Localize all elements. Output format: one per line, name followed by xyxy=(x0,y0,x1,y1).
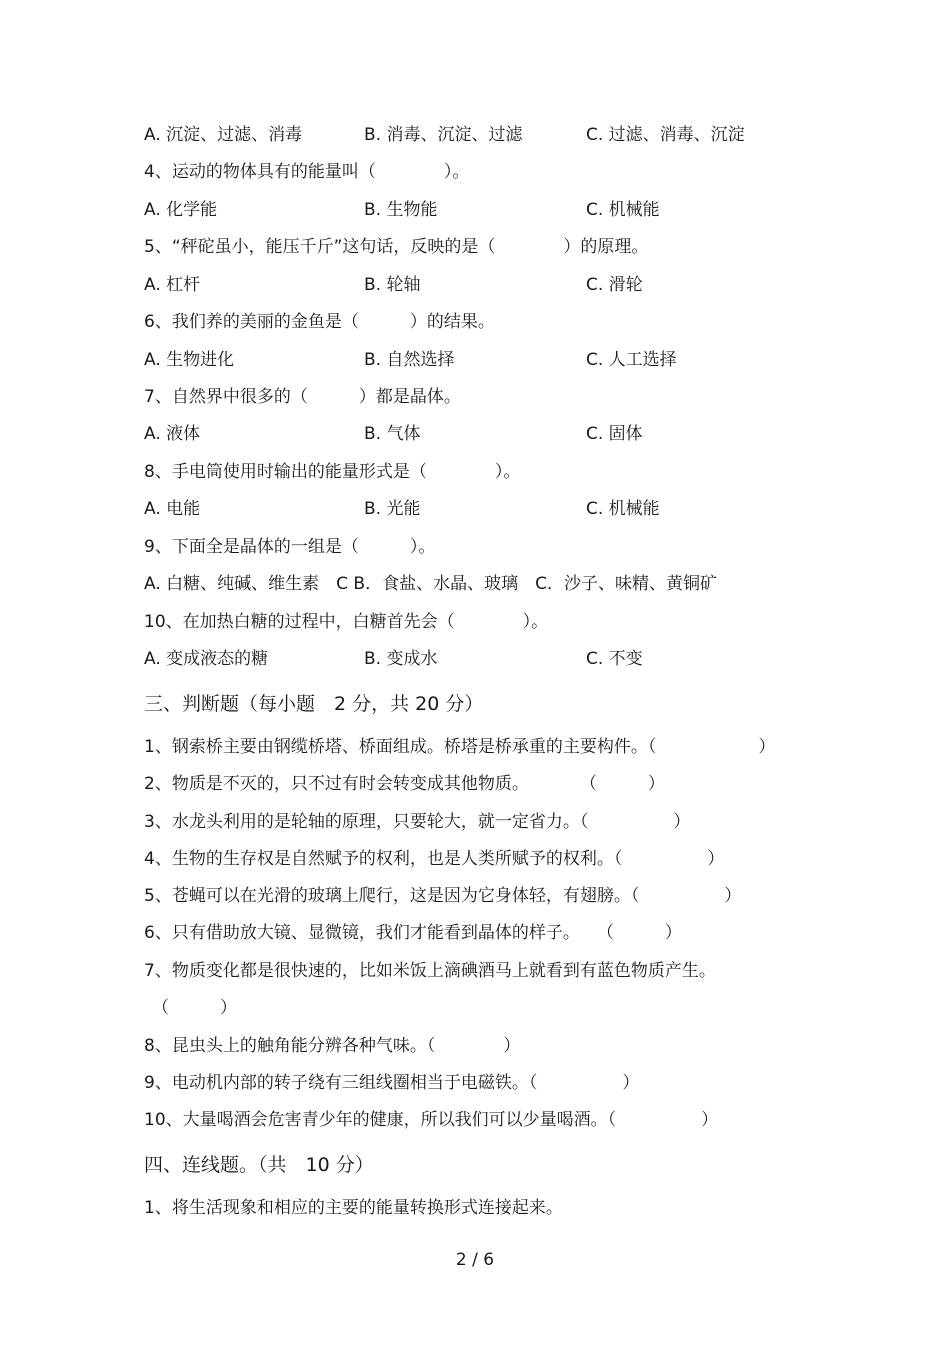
q6-text: 6、我们养的美丽的金鱼是（ ）的结果。 xyxy=(144,312,495,332)
q6-option-a: A. 生物进化 xyxy=(144,350,235,370)
page-number: 2 / 6 xyxy=(455,1250,495,1270)
judge-item-10: 10、大量喝酒会危害青少年的健康，所以我们可以少量喝酒。（ ） xyxy=(144,1110,719,1130)
q7-option-c: C. 固体 xyxy=(586,424,643,444)
q7-text: 7、自然界中很多的（ ）都是晶体。 xyxy=(144,387,461,407)
q9-text: 9、下面全是晶体的一组是（ ）。 xyxy=(144,537,436,557)
q10-option-a: A. 变成液态的糖 xyxy=(144,649,269,669)
q10-option-c: C. 不变 xyxy=(586,649,643,669)
q5-option-c: C. 滑轮 xyxy=(586,275,643,295)
q7-option-b: B. 气体 xyxy=(364,424,421,444)
q8-option-c: C. 机械能 xyxy=(586,499,660,519)
q8-text: 8、手电筒使用时输出的能量形式是（ ）。 xyxy=(144,462,521,482)
q4-text: 4、运动的物体具有的能量叫（ ）。 xyxy=(144,162,470,182)
judge-item-1: 1、钢索桥主要由钢缆桥塔、桥面组成。桥塔是桥承重的主要构件。（ ） xyxy=(144,737,776,757)
q5-option-b: B. 轮轴 xyxy=(364,275,421,295)
judge-item-7-blank: （ ） xyxy=(152,998,237,1018)
q4-option-c: C. 机械能 xyxy=(586,200,660,220)
judge-item-7: 7、物质变化都是很快速的，比如米饭上滴碘酒马上就看到有蓝色物质产生。 xyxy=(144,961,716,981)
judge-item-9: 9、电动机内部的转子绕有三组线圈相当于电磁铁。（ ） xyxy=(144,1073,640,1093)
judge-item-8: 8、昆虫头上的触角能分辨各种气味。（ ） xyxy=(144,1036,521,1056)
judge-item-2: 2、物质是不灭的，只不过有时会转变成其他物质。 （ ） xyxy=(144,774,665,794)
q8-option-a: A. 电能 xyxy=(144,499,201,519)
q9-options: A. 白糖、纯碱、维生素 C B．食盐、水晶、玻璃 C．沙子、味精、黄铜矿 xyxy=(144,574,717,594)
q4-option-b: B. 生物能 xyxy=(364,200,438,220)
section3-heading: 三、判断题（每小题 2 分，共 20 分） xyxy=(144,693,484,715)
q4-option-a: A. 化学能 xyxy=(144,200,218,220)
q7-option-a: A. 液体 xyxy=(144,424,201,444)
judge-item-3: 3、水龙头利用的是轮轴的原理，只要轮大，就一定省力。（ ） xyxy=(144,812,691,832)
matching-q1: 1、将生活现象和相应的主要的能量转换形式连接起来。 xyxy=(144,1198,563,1218)
q5-text: 5、“秤砣虽小，能压千斤”这句话，反映的是（ ）的原理。 xyxy=(144,237,649,257)
q3-option-c: C. 过滤、消毒、沉淀 xyxy=(586,125,745,145)
judge-item-6: 6、只有借助放大镜、显微镜，我们才能看到晶体的样子。 （ ） xyxy=(144,923,682,943)
q10-option-b: B. 变成水 xyxy=(364,649,438,669)
q6-option-b: B. 自然选择 xyxy=(364,350,455,370)
q6-option-c: C. 人工选择 xyxy=(586,350,677,370)
q8-option-b: B. 光能 xyxy=(364,499,421,519)
q3-option-a: A. 沉淀、过滤、消毒 xyxy=(144,125,303,145)
judge-item-4: 4、生物的生存权是自然赋予的权利，也是人类所赋予的权利。（ ） xyxy=(144,849,725,869)
section4-heading: 四、连线题。（共 10 分） xyxy=(144,1154,374,1176)
q5-option-a: A. 杠杆 xyxy=(144,275,201,295)
q10-text: 10、在加热白糖的过程中，白糖首先会（ ）。 xyxy=(144,612,549,632)
judge-item-5: 5、苍蝇可以在光滑的玻璃上爬行，这是因为它身体轻，有翅膀。（ ） xyxy=(144,886,742,906)
q3-option-b: B. 消毒、沉淀、过滤 xyxy=(364,125,523,145)
